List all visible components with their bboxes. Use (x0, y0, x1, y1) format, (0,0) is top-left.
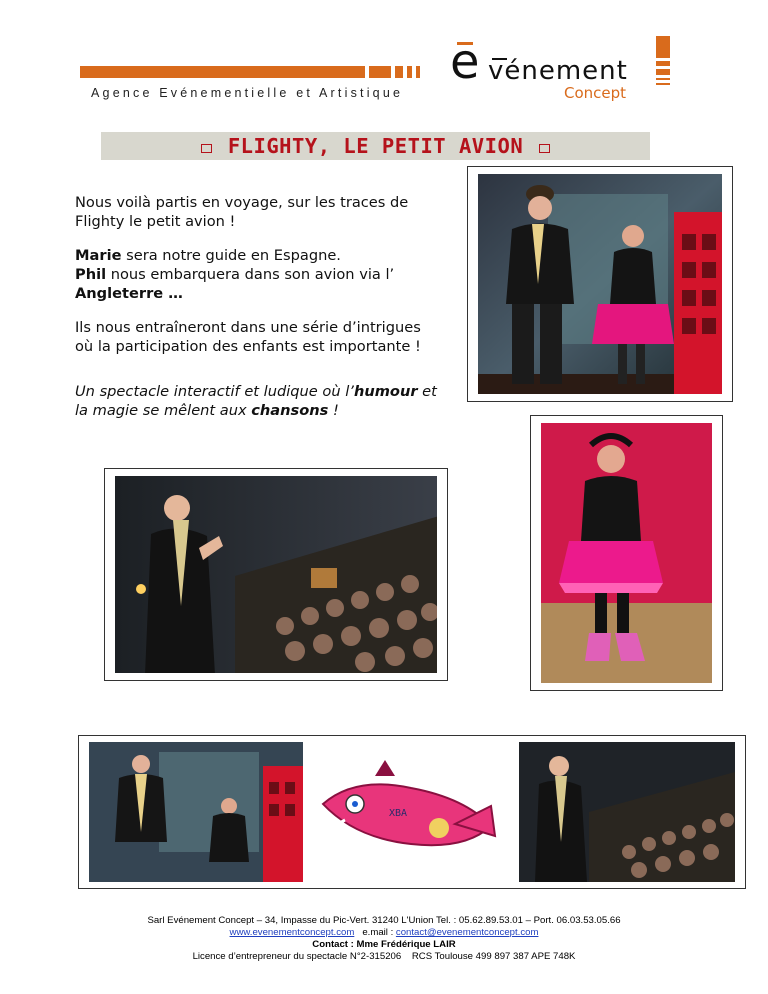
strip-photo-stage (89, 742, 303, 882)
header-bar (80, 66, 365, 78)
summary-text: ! (328, 402, 339, 419)
summary-emphasis: humour (353, 383, 418, 400)
summary-text: et la magie se mêlent aux (75, 383, 437, 419)
plot-paragraph: Ils nous entraîneront dans une série d’intrigues où la participation des enfants est importante ! (75, 319, 421, 355)
photo-strip (78, 735, 746, 889)
logo-subtitle: Concept (564, 84, 627, 102)
summary-text: Un spectacle interactif et ludique où l’ (75, 383, 354, 400)
agency-tagline: Agence Evénementielle et Artistique (91, 86, 404, 100)
logo-letter: e (450, 34, 480, 90)
title-band (101, 132, 650, 160)
logo-mark (656, 36, 670, 88)
website-link[interactable]: www.evenementconcept.com (229, 927, 355, 938)
header-bar-segment (416, 66, 420, 78)
summary-paragraph (75, 382, 440, 420)
footer-license: Licence d’entrepreneur du spectacle N°2-315206 RCS Toulouse 499 897 387 APE 748K (192, 951, 576, 962)
photo-performers-stage (467, 166, 733, 402)
photo-performer-audience (104, 468, 448, 681)
header-bar-segment (395, 66, 403, 78)
footer-contact-links (0, 927, 768, 939)
cast-text: nous embarquera dans son avion via l’ (106, 266, 395, 283)
page-title: FLIGHTY, LE PETIT AVION (227, 134, 524, 158)
email-label: e.mail : (354, 927, 396, 938)
strip-photo-audience (519, 742, 735, 882)
footer-contact-person: Contact : Mme Frédérique LAIR (312, 939, 456, 950)
logo-word: vénement (488, 56, 628, 86)
plane-badge-text: XBA (389, 808, 408, 819)
header-bar-segment (407, 66, 412, 78)
cast-text: sera notre guide en Espagne. (121, 247, 341, 264)
company-logo (450, 36, 680, 108)
cast-paragraph (75, 246, 440, 303)
bullet-box-icon (539, 144, 550, 153)
intro-paragraph: Nous voilà partis en voyage, sur les traces de Flighty le petit avion ! (75, 194, 409, 230)
bullet-box-icon (201, 144, 212, 153)
header-bar-segment (369, 66, 391, 78)
email-link[interactable]: contact@evenementconcept.com (395, 927, 539, 938)
summary-emphasis: chansons (251, 402, 329, 419)
photo-performer-pink-skirt (530, 415, 723, 691)
cast-name: Phil (75, 266, 107, 283)
footer-address: Sarl Evénement Concept – 34, Impasse du Pic-Vert. 31240 L'Union Tel. : 05.62.89.53.01 – Port. 06.03.53.05.66 (147, 915, 621, 926)
cast-destination: Angleterre … (75, 285, 183, 302)
cast-name: Marie (75, 247, 122, 264)
flighty-plane-illustration (315, 754, 499, 872)
